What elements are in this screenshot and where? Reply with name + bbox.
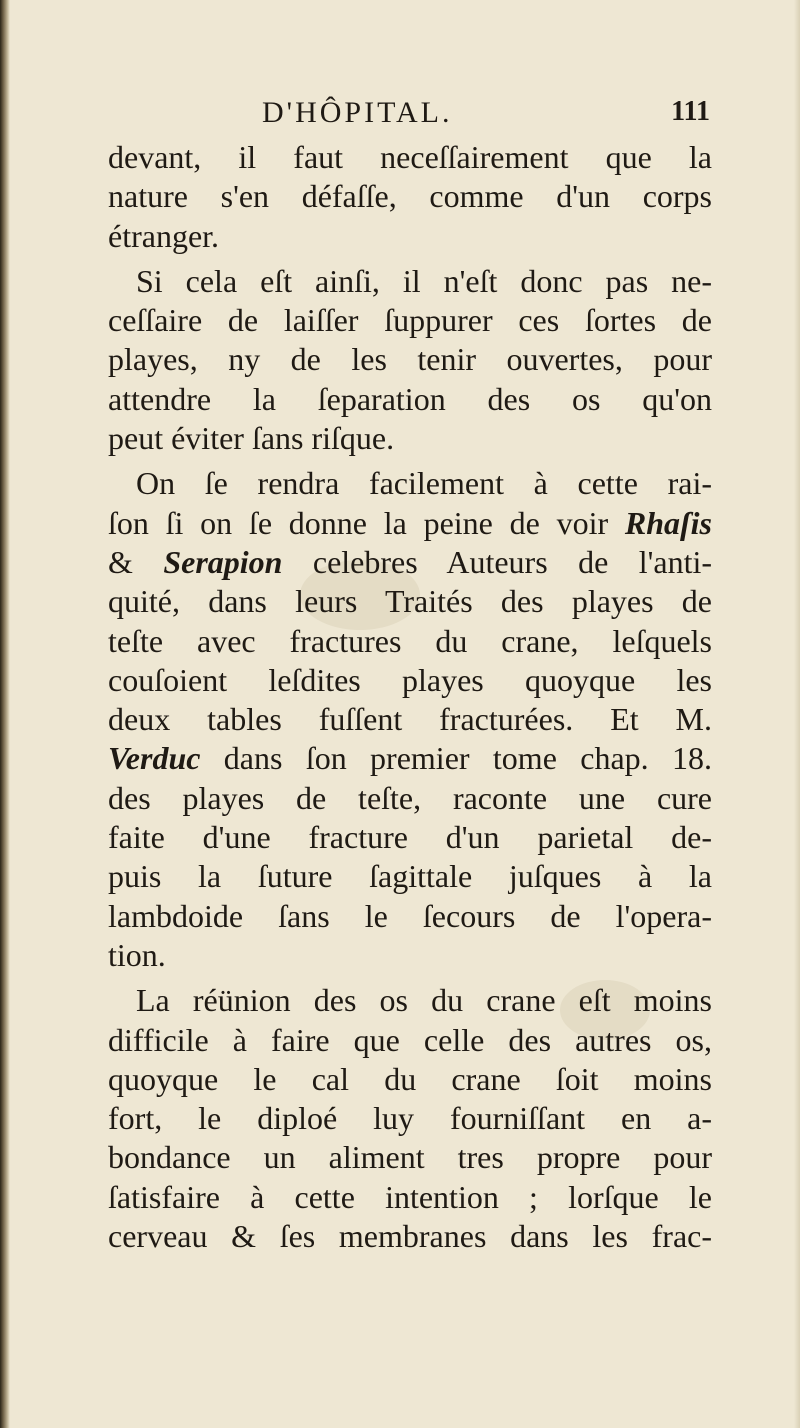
text-line: cerveau & ſes membranes dans les frac- — [108, 1218, 712, 1255]
text-line: peut éviter ſans riſque. — [108, 420, 395, 457]
running-head — [110, 96, 710, 136]
italic-name: Serapion — [163, 543, 283, 580]
text-line: Si cela eſt ainſi, il n'eſt donc pas ne- — [136, 262, 712, 299]
running-title: D'HÔPITAL. — [262, 96, 453, 129]
text-line: On ſe rendra facilement à cette rai- — [136, 465, 712, 502]
text-line: lambdoide ſans le ſecours de l'opera- — [108, 897, 712, 934]
text-line: tion. — [108, 936, 166, 973]
italic-name: Verduc — [108, 740, 201, 777]
paragraph-p1 — [108, 138, 712, 256]
paragraph-p4 — [108, 981, 712, 1256]
text-line — [108, 504, 712, 543]
italic-name: Rhaſis — [624, 504, 712, 541]
text-line: des playes de teſte, raconte une cure — [108, 779, 712, 816]
paragraph-p2 — [108, 262, 712, 458]
text-line: quoyque le cal du crane ſoit moins — [108, 1060, 712, 1097]
text-line: nature s'en défaſſe, comme d'un corps — [108, 178, 712, 215]
text-line — [108, 543, 712, 582]
text-line: ſatisfaire à cette intention ; lorſque le — [108, 1178, 712, 1215]
text-line: quité, dans leurs Traités des playes de — [108, 583, 712, 620]
text-run: ſon ſi on ſe donne la peine de voir — [108, 504, 625, 541]
text-line: deux tables fuſſent fracturées. Et M. — [108, 701, 712, 738]
page-right-edge — [794, 0, 800, 1428]
text-line: La réünion des os du crane eſt moins — [136, 982, 712, 1019]
text-line: playes, ny de les tenir ouvertes, pour — [108, 341, 712, 378]
text-line — [108, 739, 712, 778]
text-run: & — [108, 543, 164, 580]
text-line: difficile à faire que celle des autres os, — [108, 1021, 712, 1058]
text-line: faite d'une fracture d'un parietal de- — [108, 819, 712, 856]
text-run: celebres Auteurs de l'anti- — [282, 543, 712, 580]
text-line: attendre la ſeparation des os qu'on — [108, 380, 712, 417]
text-line: puis la ſuture ſagittale juſques à la — [108, 858, 712, 895]
text-line: couſoient leſdites playes quoyque les — [108, 661, 712, 698]
text-line: étranger. — [108, 217, 220, 254]
text-line: devant, il faut neceſſairement que la — [108, 139, 712, 175]
page-number: 111 — [671, 96, 710, 127]
text-line: fort, le diploé luy fourniſſant en a- — [108, 1100, 712, 1137]
body-text — [108, 138, 712, 1256]
text-line: bondance un aliment tres propre pour — [108, 1139, 712, 1176]
text-line: teſte avec fractures du crane, leſquels — [108, 622, 712, 659]
text-line: ceſſaire de laiſſer ſuppurer ces ſortes de — [108, 302, 712, 339]
text-run: dans ſon premier tome chap. 18. — [200, 740, 712, 777]
paragraph-p3 — [108, 464, 712, 975]
page-binding-edge — [0, 0, 10, 1428]
